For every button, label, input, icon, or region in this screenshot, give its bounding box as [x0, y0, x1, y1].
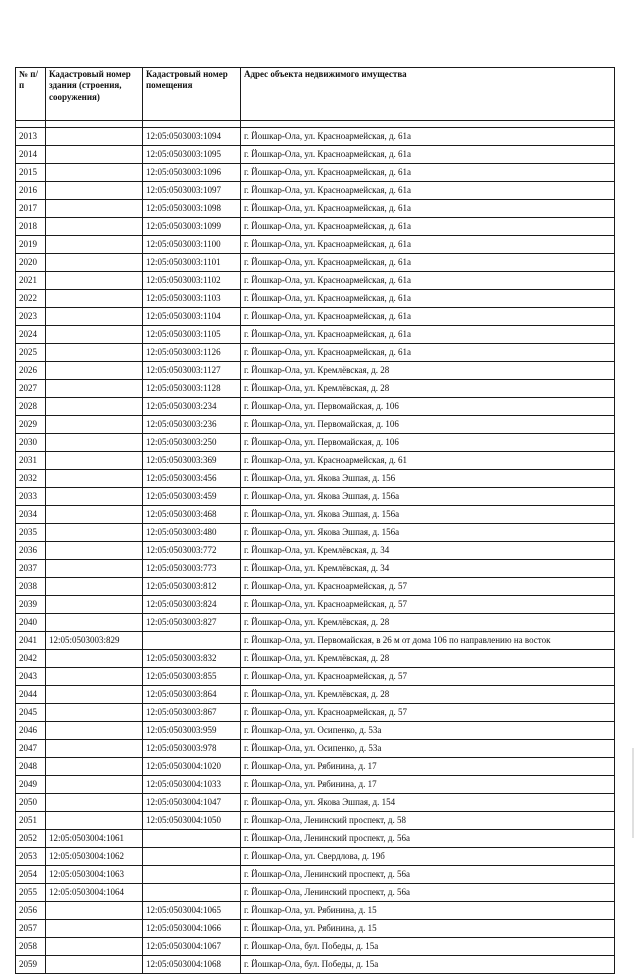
table-row — [16, 632, 615, 650]
address-cell: г. Йошкар-Ола, ул. Красноармейская, д. 57 — [241, 704, 615, 722]
row-number-cell: 2046 — [16, 722, 46, 740]
table-row — [16, 668, 615, 686]
premises-cadastral-cell: 12:05:0503003:832 — [143, 650, 241, 668]
row-number-cell: 2057 — [16, 920, 46, 938]
table-row — [16, 920, 615, 938]
building-cadastral-cell — [46, 506, 143, 524]
address-cell: г. Йошкар-Ола, ул. Красноармейская, д. 61 — [241, 452, 615, 470]
address-cell: г. Йошкар-Ола, ул. Якова Эшпая, д. 156 — [241, 470, 615, 488]
row-number-cell: 2027 — [16, 380, 46, 398]
premises-cadastral-cell — [143, 884, 241, 902]
premises-cadastral-cell: 12:05:0503004:1047 — [143, 794, 241, 812]
address-cell: г. Йошкар-Ола, ул. Кремлёвская, д. 28 — [241, 614, 615, 632]
building-cadastral-cell — [46, 182, 143, 200]
header-premises-cadastral-number: Кадастровый номер помещения — [143, 68, 241, 121]
address-cell: г. Йошкар-Ола, ул. Красноармейская, д. 61а — [241, 236, 615, 254]
table-row — [16, 434, 615, 452]
row-number-cell: 2049 — [16, 776, 46, 794]
building-cadastral-cell — [46, 218, 143, 236]
premises-cadastral-cell — [143, 848, 241, 866]
row-number-cell: 2016 — [16, 182, 46, 200]
address-cell: г. Йошкар-Ола, ул. Якова Эшпая, д. 154 — [241, 794, 615, 812]
table-header-row — [16, 68, 615, 121]
address-cell: г. Йошкар-Ола, Ленинский проспект, д. 56а — [241, 884, 615, 902]
header-building-cadastral-number: Кадастровый номер здания (строения, сооружения) — [46, 68, 143, 121]
building-cadastral-cell — [46, 434, 143, 452]
table-row — [16, 704, 615, 722]
table-row — [16, 542, 615, 560]
premises-cadastral-cell: 12:05:0503003:864 — [143, 686, 241, 704]
building-cadastral-cell — [46, 326, 143, 344]
header-spacer-row — [16, 121, 615, 128]
premises-cadastral-cell: 12:05:0503003:978 — [143, 740, 241, 758]
address-cell: г. Йошкар-Ола, ул. Красноармейская, д. 57 — [241, 578, 615, 596]
row-number-cell: 2036 — [16, 542, 46, 560]
address-cell: г. Йошкар-Ола, ул. Красноармейская, д. 61а — [241, 272, 615, 290]
row-number-cell: 2013 — [16, 128, 46, 146]
address-cell: г. Йошкар-Ола, ул. Красноармейская, д. 61а — [241, 308, 615, 326]
building-cadastral-cell — [46, 956, 143, 974]
building-cadastral-cell: 12:05:0503004:1061 — [46, 830, 143, 848]
table-row — [16, 830, 615, 848]
header-property-address: Адрес объекта недвижимого имущества — [241, 68, 615, 121]
premises-cadastral-cell: 12:05:0503003:1103 — [143, 290, 241, 308]
address-cell: г. Йошкар-Ола, ул. Красноармейская, д. 61а — [241, 146, 615, 164]
row-number-cell: 2021 — [16, 272, 46, 290]
row-number-cell: 2040 — [16, 614, 46, 632]
building-cadastral-cell — [46, 290, 143, 308]
row-number-cell: 2034 — [16, 506, 46, 524]
address-cell: г. Йошкар-Ола, ул. Кремлёвская, д. 28 — [241, 380, 615, 398]
table-row — [16, 524, 615, 542]
address-cell: г. Йошкар-Ола, ул. Красноармейская, д. 61а — [241, 290, 615, 308]
premises-cadastral-cell: 12:05:0503003:234 — [143, 398, 241, 416]
table-row — [16, 776, 615, 794]
table-row — [16, 182, 615, 200]
building-cadastral-cell — [46, 650, 143, 668]
scan-edge-mark — [632, 748, 634, 838]
premises-cadastral-cell: 12:05:0503003:459 — [143, 488, 241, 506]
building-cadastral-cell — [46, 722, 143, 740]
row-number-cell: 2045 — [16, 704, 46, 722]
premises-cadastral-cell: 12:05:0503004:1068 — [143, 956, 241, 974]
premises-cadastral-cell: 12:05:0503004:1050 — [143, 812, 241, 830]
table-row — [16, 344, 615, 362]
table-row — [16, 200, 615, 218]
premises-cadastral-cell: 12:05:0503003:812 — [143, 578, 241, 596]
row-number-cell: 2054 — [16, 866, 46, 884]
premises-cadastral-cell: 12:05:0503003:1128 — [143, 380, 241, 398]
building-cadastral-cell — [46, 470, 143, 488]
building-cadastral-cell — [46, 668, 143, 686]
table-row — [16, 398, 615, 416]
building-cadastral-cell — [46, 200, 143, 218]
address-cell: г. Йошкар-Ола, ул. Красноармейская, д. 61а — [241, 326, 615, 344]
building-cadastral-cell — [46, 524, 143, 542]
address-cell: г. Йошкар-Ола, ул. Красноармейская, д. 61а — [241, 218, 615, 236]
building-cadastral-cell — [46, 164, 143, 182]
table-row — [16, 578, 615, 596]
building-cadastral-cell — [46, 488, 143, 506]
building-cadastral-cell: 12:05:0503004:1062 — [46, 848, 143, 866]
table-row — [16, 902, 615, 920]
row-number-cell: 2017 — [16, 200, 46, 218]
premises-cadastral-cell: 12:05:0503003:1098 — [143, 200, 241, 218]
table-row — [16, 362, 615, 380]
building-cadastral-cell: 12:05:0503003:829 — [46, 632, 143, 650]
row-number-cell: 2030 — [16, 434, 46, 452]
building-cadastral-cell — [46, 362, 143, 380]
address-cell: г. Йошкар-Ола, ул. Красноармейская, д. 61а — [241, 344, 615, 362]
row-number-cell: 2019 — [16, 236, 46, 254]
row-number-cell: 2031 — [16, 452, 46, 470]
table-row — [16, 146, 615, 164]
premises-cadastral-cell: 12:05:0503003:772 — [143, 542, 241, 560]
address-cell: г. Йошкар-Ола, бул. Победы, д. 15а — [241, 956, 615, 974]
building-cadastral-cell — [46, 254, 143, 272]
table-row — [16, 650, 615, 668]
building-cadastral-cell — [46, 596, 143, 614]
row-number-cell: 2042 — [16, 650, 46, 668]
row-number-cell: 2028 — [16, 398, 46, 416]
row-number-cell: 2047 — [16, 740, 46, 758]
table-row — [16, 290, 615, 308]
building-cadastral-cell: 12:05:0503004:1064 — [46, 884, 143, 902]
table-row — [16, 416, 615, 434]
address-cell: г. Йошкар-Ола, ул. Кремлёвская, д. 28 — [241, 650, 615, 668]
row-number-cell: 2033 — [16, 488, 46, 506]
address-cell: г. Йошкар-Ола, ул. Первомайская, в 26 м от дома 106 по направлению на восток — [241, 632, 615, 650]
row-number-cell: 2026 — [16, 362, 46, 380]
row-number-cell: 2020 — [16, 254, 46, 272]
table-row — [16, 596, 615, 614]
table-row — [16, 272, 615, 290]
table-row — [16, 506, 615, 524]
row-number-cell: 2056 — [16, 902, 46, 920]
row-number-cell: 2041 — [16, 632, 46, 650]
premises-cadastral-cell: 12:05:0503004:1067 — [143, 938, 241, 956]
premises-cadastral-cell: 12:05:0503003:1097 — [143, 182, 241, 200]
table-row — [16, 164, 615, 182]
address-cell: г. Йошкар-Ола, ул. Рябинина, д. 17 — [241, 776, 615, 794]
table-row — [16, 884, 615, 902]
table-row — [16, 488, 615, 506]
row-number-cell: 2051 — [16, 812, 46, 830]
building-cadastral-cell — [46, 740, 143, 758]
premises-cadastral-cell — [143, 866, 241, 884]
table-row — [16, 470, 615, 488]
building-cadastral-cell: 12:05:0503004:1063 — [46, 866, 143, 884]
row-number-cell: 2048 — [16, 758, 46, 776]
address-cell: г. Йошкар-Ола, ул. Первомайская, д. 106 — [241, 434, 615, 452]
building-cadastral-cell — [46, 920, 143, 938]
address-cell: г. Йошкар-Ола, Ленинский проспект, д. 58 — [241, 812, 615, 830]
row-number-cell: 2018 — [16, 218, 46, 236]
building-cadastral-cell — [46, 416, 143, 434]
premises-cadastral-cell: 12:05:0503003:824 — [143, 596, 241, 614]
premises-cadastral-cell: 12:05:0503003:867 — [143, 704, 241, 722]
premises-cadastral-cell: 12:05:0503003:1094 — [143, 128, 241, 146]
building-cadastral-cell — [46, 380, 143, 398]
premises-cadastral-cell: 12:05:0503003:855 — [143, 668, 241, 686]
property-registry-table — [15, 67, 615, 974]
address-cell: г. Йошкар-Ола, ул. Кремлёвская, д. 28 — [241, 686, 615, 704]
row-number-cell: 2025 — [16, 344, 46, 362]
row-number-cell: 2052 — [16, 830, 46, 848]
address-cell: г. Йошкар-Ола, ул. Якова Эшпая, д. 156а — [241, 524, 615, 542]
building-cadastral-cell — [46, 272, 143, 290]
address-cell: г. Йошкар-Ола, ул. Первомайская, д. 106 — [241, 416, 615, 434]
address-cell: г. Йошкар-Ола, ул. Красноармейская, д. 61а — [241, 200, 615, 218]
premises-cadastral-cell: 12:05:0503003:1099 — [143, 218, 241, 236]
building-cadastral-cell — [46, 812, 143, 830]
building-cadastral-cell — [46, 542, 143, 560]
premises-cadastral-cell: 12:05:0503003:1126 — [143, 344, 241, 362]
address-cell: г. Йошкар-Ола, ул. Красноармейская, д. 61а — [241, 128, 615, 146]
table-row — [16, 722, 615, 740]
table-row — [16, 452, 615, 470]
address-cell: г. Йошкар-Ола, ул. Якова Эшпая, д. 156а — [241, 488, 615, 506]
building-cadastral-cell — [46, 452, 143, 470]
table-row — [16, 560, 615, 578]
table-row — [16, 380, 615, 398]
address-cell: г. Йошкар-Ола, ул. Красноармейская, д. 61а — [241, 254, 615, 272]
premises-cadastral-cell: 12:05:0503003:480 — [143, 524, 241, 542]
table-body — [16, 121, 615, 974]
building-cadastral-cell — [46, 614, 143, 632]
address-cell: г. Йошкар-Ола, ул. Якова Эшпая, д. 156а — [241, 506, 615, 524]
address-cell: г. Йошкар-Ола, ул. Первомайская, д. 106 — [241, 398, 615, 416]
building-cadastral-cell — [46, 398, 143, 416]
address-cell: г. Йошкар-Ола, ул. Кремлёвская, д. 34 — [241, 560, 615, 578]
building-cadastral-cell — [46, 128, 143, 146]
table-row — [16, 812, 615, 830]
table-row — [16, 218, 615, 236]
header-row-number: № п/п — [16, 68, 46, 121]
address-cell: г. Йошкар-Ола, бул. Победы, д. 15а — [241, 938, 615, 956]
row-number-cell: 2035 — [16, 524, 46, 542]
address-cell: г. Йошкар-Ола, ул. Рябинина, д. 15 — [241, 920, 615, 938]
table-row — [16, 614, 615, 632]
row-number-cell: 2039 — [16, 596, 46, 614]
row-number-cell: 2024 — [16, 326, 46, 344]
row-number-cell: 2023 — [16, 308, 46, 326]
building-cadastral-cell — [46, 686, 143, 704]
building-cadastral-cell — [46, 758, 143, 776]
premises-cadastral-cell: 12:05:0503003:827 — [143, 614, 241, 632]
table-row — [16, 236, 615, 254]
table-row — [16, 128, 615, 146]
address-cell: г. Йошкар-Ола, ул. Кремлёвская, д. 28 — [241, 362, 615, 380]
premises-cadastral-cell: 12:05:0503003:959 — [143, 722, 241, 740]
premises-cadastral-cell: 12:05:0503003:1100 — [143, 236, 241, 254]
table-row — [16, 308, 615, 326]
address-cell: г. Йошкар-Ола, ул. Осипенко, д. 53а — [241, 722, 615, 740]
premises-cadastral-cell: 12:05:0503003:1101 — [143, 254, 241, 272]
building-cadastral-cell — [46, 560, 143, 578]
row-number-cell: 2055 — [16, 884, 46, 902]
premises-cadastral-cell: 12:05:0503003:1105 — [143, 326, 241, 344]
premises-cadastral-cell: 12:05:0503003:773 — [143, 560, 241, 578]
row-number-cell: 2053 — [16, 848, 46, 866]
premises-cadastral-cell: 12:05:0503003:1104 — [143, 308, 241, 326]
address-cell: г. Йошкар-Ола, ул. Свердлова, д. 19б — [241, 848, 615, 866]
table-row — [16, 794, 615, 812]
table-row — [16, 938, 615, 956]
building-cadastral-cell — [46, 146, 143, 164]
building-cadastral-cell — [46, 794, 143, 812]
premises-cadastral-cell: 12:05:0503003:369 — [143, 452, 241, 470]
premises-cadastral-cell: 12:05:0503004:1033 — [143, 776, 241, 794]
building-cadastral-cell — [46, 578, 143, 596]
address-cell: г. Йошкар-Ола, ул. Красноармейская, д. 61а — [241, 164, 615, 182]
address-cell: г. Йошкар-Ола, ул. Красноармейская, д. 61а — [241, 182, 615, 200]
row-number-cell: 2015 — [16, 164, 46, 182]
building-cadastral-cell — [46, 236, 143, 254]
row-number-cell: 2022 — [16, 290, 46, 308]
premises-cadastral-cell: 12:05:0503003:250 — [143, 434, 241, 452]
premises-cadastral-cell: 12:05:0503004:1066 — [143, 920, 241, 938]
premises-cadastral-cell: 12:05:0503003:1102 — [143, 272, 241, 290]
row-number-cell: 2043 — [16, 668, 46, 686]
row-number-cell: 2038 — [16, 578, 46, 596]
building-cadastral-cell — [46, 704, 143, 722]
address-cell: г. Йошкар-Ола, Ленинский проспект, д. 56а — [241, 866, 615, 884]
row-number-cell: 2044 — [16, 686, 46, 704]
table-row — [16, 740, 615, 758]
address-cell: г. Йошкар-Ола, Ленинский проспект, д. 56а — [241, 830, 615, 848]
premises-cadastral-cell: 12:05:0503003:1127 — [143, 362, 241, 380]
building-cadastral-cell — [46, 308, 143, 326]
table-row — [16, 686, 615, 704]
premises-cadastral-cell: 12:05:0503004:1020 — [143, 758, 241, 776]
row-number-cell: 2029 — [16, 416, 46, 434]
building-cadastral-cell — [46, 938, 143, 956]
address-cell: г. Йошкар-Ола, ул. Красноармейская, д. 57 — [241, 596, 615, 614]
premises-cadastral-cell: 12:05:0503003:1096 — [143, 164, 241, 182]
table-row — [16, 866, 615, 884]
address-cell: г. Йошкар-Ола, ул. Рябинина, д. 15 — [241, 902, 615, 920]
row-number-cell: 2032 — [16, 470, 46, 488]
row-number-cell: 2014 — [16, 146, 46, 164]
address-cell: г. Йошкар-Ола, ул. Кремлёвская, д. 34 — [241, 542, 615, 560]
table-row — [16, 956, 615, 974]
address-cell: г. Йошкар-Ола, ул. Красноармейская, д. 57 — [241, 668, 615, 686]
premises-cadastral-cell: 12:05:0503003:236 — [143, 416, 241, 434]
address-cell: г. Йошкар-Ола, ул. Осипенко, д. 53а — [241, 740, 615, 758]
premises-cadastral-cell: 12:05:0503003:468 — [143, 506, 241, 524]
premises-cadastral-cell: 12:05:0503003:456 — [143, 470, 241, 488]
premises-cadastral-cell: 12:05:0503004:1065 — [143, 902, 241, 920]
building-cadastral-cell — [46, 902, 143, 920]
premises-cadastral-cell: 12:05:0503003:1095 — [143, 146, 241, 164]
table-row — [16, 254, 615, 272]
address-cell: г. Йошкар-Ола, ул. Рябинина, д. 17 — [241, 758, 615, 776]
table-row — [16, 758, 615, 776]
table-row — [16, 326, 615, 344]
row-number-cell: 2059 — [16, 956, 46, 974]
row-number-cell: 2037 — [16, 560, 46, 578]
row-number-cell: 2050 — [16, 794, 46, 812]
row-number-cell: 2058 — [16, 938, 46, 956]
premises-cadastral-cell — [143, 830, 241, 848]
table-row — [16, 848, 615, 866]
building-cadastral-cell — [46, 344, 143, 362]
building-cadastral-cell — [46, 776, 143, 794]
premises-cadastral-cell — [143, 632, 241, 650]
